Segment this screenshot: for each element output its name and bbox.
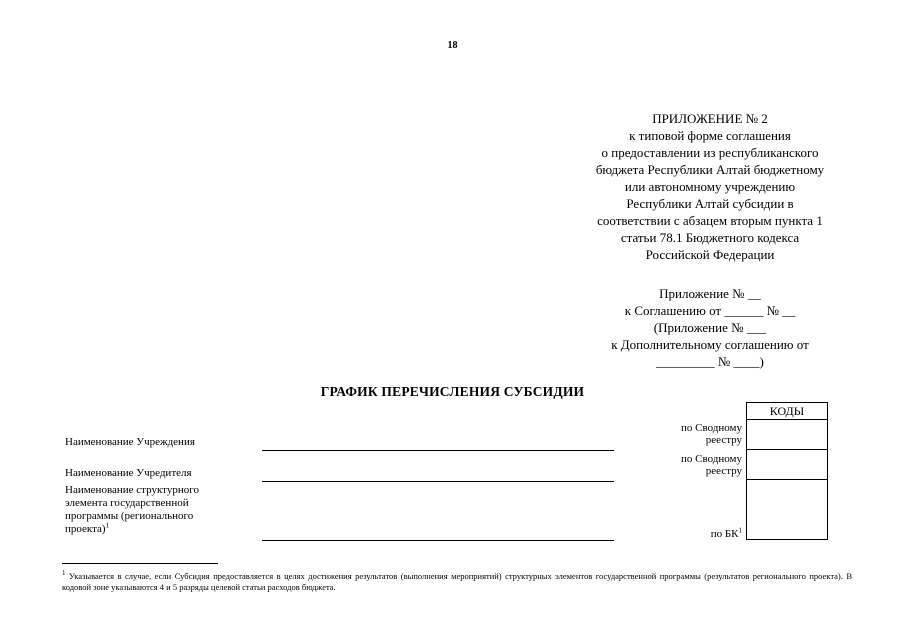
footnote-text: Указывается в случае, если Субсидия предоставляется в целях достижения результатов (выполнения мероприятий) структурных элементов государственной программы (результатов регионального проекта). В кодовой зоне указываются 4 и 5 разряды целевой статьи расходов бюджета. bbox=[62, 571, 853, 592]
footnote-mark: 1 bbox=[105, 521, 110, 530]
appendix-line: или автономному учреждению bbox=[624, 179, 796, 194]
codes-label-line: по Сводному bbox=[680, 453, 742, 465]
codes-label-line: по БК bbox=[710, 528, 739, 540]
appendix-line: бюджета Республики Алтай бюджетному bbox=[595, 162, 825, 177]
institution-field-line bbox=[262, 450, 614, 451]
program-element-field-line bbox=[262, 540, 614, 541]
codes-header: КОДЫ bbox=[747, 403, 828, 420]
codes-label-registry-1 bbox=[632, 422, 742, 446]
agreement-reference-line: к Дополнительному соглашению от bbox=[611, 337, 809, 352]
codes-label-bk bbox=[632, 528, 742, 540]
agreement-reference-line: к Соглашению от ______ № __ bbox=[624, 303, 796, 318]
agreement-reference-line: (Приложение № ___ bbox=[653, 320, 767, 335]
program-element-label-line: проекта) bbox=[65, 523, 106, 535]
codes-table bbox=[746, 402, 828, 540]
codes-label-line: по Сводному bbox=[680, 422, 742, 434]
appendix-line: Российской Федерации bbox=[645, 247, 775, 262]
code-cell-registry-1[interactable] bbox=[747, 420, 828, 450]
agreement-reference bbox=[575, 285, 845, 370]
page-number: 18 bbox=[447, 40, 458, 51]
founder-label: Наименование Учредителя bbox=[65, 467, 192, 479]
program-element-label bbox=[65, 484, 199, 536]
code-cell-bk[interactable] bbox=[747, 480, 828, 540]
appendix-line: ПРИЛОЖЕНИЕ № 2 bbox=[652, 111, 768, 126]
code-cell-registry-2[interactable] bbox=[747, 450, 828, 480]
appendix-line: статьи 78.1 Бюджетного кодекса bbox=[620, 230, 800, 245]
footnote bbox=[62, 571, 852, 593]
document-title: ГРАФИК ПЕРЕЧИСЛЕНИЯ СУБСИДИИ bbox=[320, 384, 585, 399]
codes-label-line: реестру bbox=[705, 434, 742, 446]
codes-label-line: реестру bbox=[705, 465, 742, 477]
appendix-line: о предоставлении из республиканского bbox=[601, 145, 819, 160]
appendix-line: Республики Алтай субсидии в bbox=[626, 196, 794, 211]
institution-label: Наименование Учреждения bbox=[65, 436, 195, 448]
codes-label-registry-2 bbox=[632, 453, 742, 477]
program-element-label-line: Наименование структурного bbox=[65, 484, 199, 496]
footnote-separator bbox=[62, 563, 218, 564]
founder-field-line bbox=[262, 481, 614, 482]
appendix-line: соответствии с абзацем вторым пункта 1 bbox=[597, 213, 823, 228]
agreement-reference-line: Приложение № __ bbox=[659, 286, 761, 301]
footnote-mark: 1 bbox=[738, 526, 742, 535]
appendix-line: к типовой форме соглашения bbox=[629, 128, 791, 143]
footnote-mark: 1 bbox=[62, 569, 66, 578]
program-element-label-line: элемента государственной bbox=[65, 497, 189, 509]
agreement-reference-line: _________ № ____) bbox=[656, 354, 764, 369]
appendix-header bbox=[575, 110, 845, 263]
program-element-label-line: программы (регионального bbox=[65, 510, 194, 522]
